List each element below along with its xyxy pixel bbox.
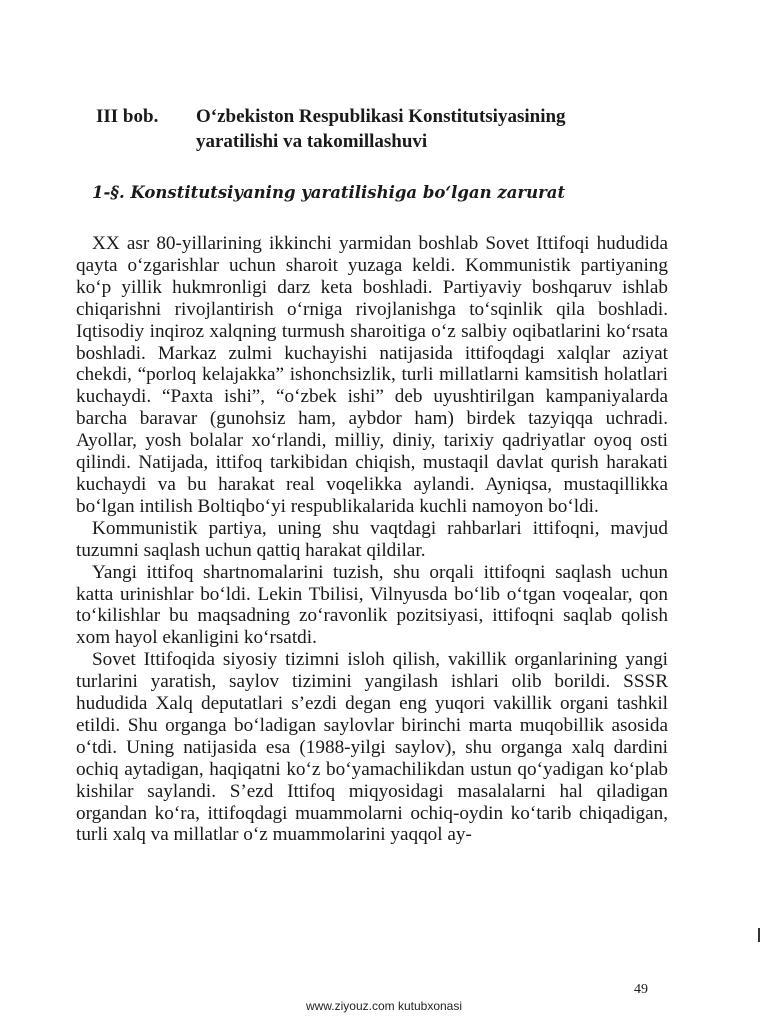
body-text bbox=[76, 233, 668, 846]
paragraph: XX asr 80-yillarining ikkinchi yarmidan boshlab Sovet Ittifoqi hududida qayta o‘zgarishlar uchun sharoit yuzaga keldi. Kommunistik partiyaning ko‘p yillik hukmronligi darz keta boshladi. Partiyaviy boshqaruv ishlab chiqarishni rivojlantirish o‘rniga rivojlanishga to‘sqinlik qila boshladi. Iqtisodiy inqiroz xalqning turmush sharoitiga o‘z salbiy oqibatlarini ko‘rsata boshladi. Markaz zulmi kuchayishi natijasida ittifoqdagi xalqlar aziyat chekdi, “porloq kelajakka” ishonchsizlik, turli millatlarni kamsitish holatlari kuchaydi. “Paxta ishi”, “o‘zbek ishi” deb uyushtirilgan kampaniyalarda barcha baravar (gunohsiz ham, aybdor ham) birdek tazyiqqa uchradi. Ayollar, yosh bolalar xo‘rlandi, milliy, diniy, tarixiy qadriyatlar oyoq osti qilindi. Natijada, ittifoq tarkibidan chiqish, mustaqil davlat qurish harakati kuchaydi va bu harakat real voqelikka aylandi. Ayniqsa, mustaqillikka bo‘lgan intilish Boltiqbo‘yi respublikalarida kuchli namoyon bo‘ldi. bbox=[76, 233, 668, 517]
chapter-heading bbox=[96, 104, 696, 154]
section-heading: 1-§. Konstitutsiyaning yaratilishiga bo‘lgan zarurat bbox=[92, 183, 566, 202]
chapter-title-line-2: yaratilishi va takomillashuvi bbox=[196, 131, 428, 152]
footer-source: www.ziyouz.com kutubxonasi bbox=[305, 999, 463, 1013]
chapter-number: III bob. bbox=[96, 106, 159, 127]
paragraph: Kommunistik partiya, uning shu vaqtdagi rahbarlari ittifoqni, mavjud tuzumni saqlash uchun qattiq harakat qildilar. bbox=[76, 517, 668, 561]
paragraph: Sovet Ittifoqida siyosiy tizimni isloh qilish, vakillik organlarining yangi turlarini yaratish, saylov tizimini yangilash ishlari olib borildi. SSSR hududida Xalq deputatlari s’ezdi degan eng yuqori vakillik organi tashkil etildi. Shu organga bo‘ladigan saylovlar birinchi marta muqobillik asosida o‘tdi. Uning natijasida esa (1988-yilgi saylov), shu organga xalq dardini ochiq aytadigan, haqiqatni ko‘z bo‘yamachilikdan ustun qo‘yadigan ko‘plab kishilar saylandi. S’ezd Ittifoq miqyosidagi masalalarni hal qiladigan organdan ko‘ra, ittifoqdagi muammolarni ochiq-oydin ko‘tarib chiqadigan, turli xalq va millatlar o‘z muammolarini yaqqol ay- bbox=[76, 649, 668, 846]
scan-edge-mark bbox=[758, 928, 760, 942]
chapter-title-line-1: O‘zbekiston Respublikasi Konstitutsiyasining bbox=[196, 106, 566, 127]
page-number: 49 bbox=[634, 982, 648, 997]
paragraph: Yangi ittifoq shartnomalarini tuzish, shu orqali ittifoqni saqlash uchun katta urinishlar bo‘ldi. Lekin Tbilisi, Vilnyusda bo‘lib o‘tgan voqealar, qon to‘kilishlar bu maqsadning zo‘ravonlik pozitsiyasi, ittifoqni saqlab qolish xom hayol ekanligini ko‘rsatdi. bbox=[76, 561, 668, 649]
